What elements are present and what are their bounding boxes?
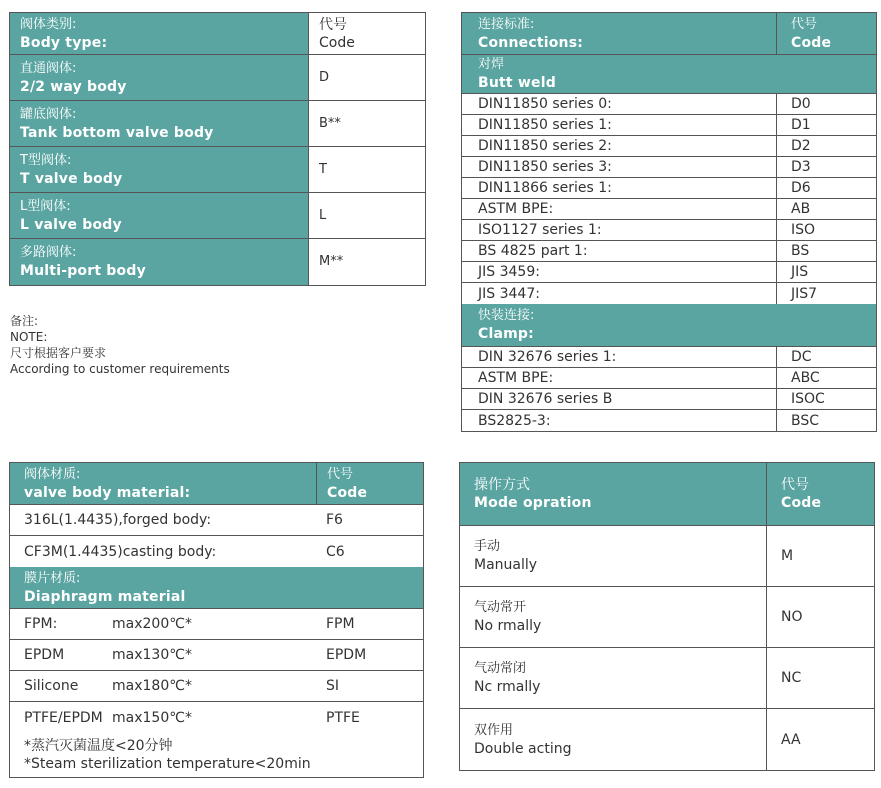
material-name: CF3M(1.4435)casting body: — [24, 543, 217, 560]
operation-mode — [460, 587, 766, 647]
body-type-code: T — [308, 147, 425, 192]
diaphragm-cn: 膜片材质: — [24, 570, 81, 586]
operation-header-en: Mode opration — [474, 495, 592, 511]
diaphragm-code: PTFE — [326, 709, 360, 726]
body-type-name-cn: 多路阀体: — [20, 245, 77, 260]
connection-name: DIN 32676 series 1: — [478, 349, 617, 365]
connections-table — [461, 12, 877, 432]
connection-name: ASTM BPE: — [478, 201, 554, 217]
connection-code: BSC — [776, 410, 876, 431]
operation-mode-cn: 双作用 — [474, 722, 514, 738]
operation-code-en: Code — [781, 495, 822, 511]
connection-code: D0 — [776, 94, 876, 114]
body-type-code: L — [308, 193, 425, 238]
note-block — [10, 313, 230, 377]
table-row — [10, 536, 423, 567]
table-row — [460, 709, 874, 770]
diaphragm-name: EPDM — [24, 647, 65, 663]
connection-name: DIN11850 series 3: — [478, 159, 612, 175]
body-type-header-cn: 阀体类别: — [20, 16, 77, 32]
operation-header — [460, 463, 766, 525]
diaphragm-temp: max150℃* — [112, 709, 192, 726]
table-row — [462, 368, 876, 389]
connection-code: D2 — [776, 136, 876, 156]
body-type-code: B** — [308, 101, 425, 146]
operation-header-row — [460, 463, 874, 526]
connection-name: JIS 3447: — [478, 285, 540, 302]
body-type-table — [9, 12, 426, 286]
connection-name: ASTM BPE: — [478, 370, 554, 386]
footnote-cn: *蒸汽灭菌温度<20分钟 — [24, 738, 173, 754]
clamp-cn: 快装连接: — [478, 308, 535, 323]
material-table — [9, 462, 424, 778]
body-type-header — [10, 13, 308, 54]
connections-header-cn: 连接标准: — [478, 16, 535, 32]
connection-name: BS 4825 part 1: — [478, 243, 588, 259]
diaphragm-code: SI — [326, 678, 340, 694]
material-name: 316L(1.4435),forged body: — [24, 512, 212, 528]
table-row — [10, 505, 423, 536]
connection-name: DIN11850 series 1: — [478, 117, 612, 133]
material-code-en: Code — [327, 484, 368, 501]
connection-name: JIS 3459: — [478, 264, 540, 280]
operation-mode-cn: 气动常开 — [474, 600, 527, 615]
diaphragm-temp: max180℃* — [112, 678, 192, 694]
butt-weld-en: Butt weld — [478, 75, 556, 91]
table-row — [10, 55, 425, 101]
note-label-cn: 备注: — [10, 314, 39, 328]
operation-code: NO — [766, 587, 874, 647]
table-row — [10, 239, 425, 285]
connection-code: AB — [776, 199, 876, 219]
diaphragm-code: EPDM — [326, 647, 367, 663]
operation-code-header — [766, 463, 874, 525]
footnote-en: *Steam sterilization temperature<20min — [24, 756, 311, 772]
connection-name: DIN11850 series 0: — [478, 96, 612, 112]
note-text-en: According to customer requirements — [10, 362, 230, 376]
table-row — [462, 389, 876, 410]
diaphragm-temp: max200℃* — [112, 616, 192, 632]
table-row — [462, 241, 876, 262]
connection-name: DIN 32676 series B — [478, 391, 613, 407]
connection-code: ISO — [776, 220, 876, 240]
connection-code: ABC — [776, 368, 876, 388]
connection-code: BS — [776, 241, 876, 261]
diaphragm-temp: max130℃* — [112, 647, 192, 663]
note-text-cn: 尺寸根据客户要求 — [10, 346, 107, 360]
operation-code: AA — [766, 709, 874, 770]
footnote — [10, 733, 321, 777]
connection-name: DIN11866 series 1: — [478, 180, 612, 196]
body-type-code-header — [308, 13, 425, 54]
table-row — [460, 648, 874, 709]
table-row — [10, 193, 425, 239]
table-row — [10, 101, 425, 147]
connections-header-en: Connections: — [478, 34, 584, 51]
table-row — [462, 157, 876, 178]
diaphragm-en: Diaphragm material — [24, 588, 186, 605]
diaphragm-item — [10, 609, 316, 639]
table-row — [10, 609, 423, 640]
table-row — [462, 347, 876, 368]
operation-mode-en: No rmally — [474, 618, 542, 634]
material-header-row — [10, 463, 423, 505]
operation-mode — [460, 648, 766, 708]
connection-code: JIS7 — [776, 283, 876, 304]
material-code: C6 — [326, 543, 345, 560]
body-type-name-cn: 罐底阀体: — [20, 106, 77, 122]
table-row — [460, 587, 874, 648]
operation-code-cn: 代号 — [781, 477, 809, 493]
body-type-name — [10, 101, 308, 146]
operation-mode-en: Nc rmally — [474, 679, 541, 695]
table-row — [462, 115, 876, 136]
table-row — [462, 199, 876, 220]
operation-mode-en: Manually — [474, 557, 538, 573]
operation-mode-cn: 气动常闭 — [474, 661, 527, 676]
operation-table — [459, 462, 875, 771]
diaphragm-label — [10, 567, 195, 608]
body-type-name-en: Tank bottom valve body — [20, 124, 214, 141]
connections-code-header — [776, 13, 876, 54]
clamp-section — [462, 304, 876, 347]
body-type-name — [10, 55, 308, 100]
clamp-label — [462, 304, 544, 346]
footnote-row — [10, 733, 423, 777]
material-header-en: valve body material: — [24, 484, 191, 501]
connection-code: D3 — [776, 157, 876, 177]
body-type-code-cn: 代号 — [319, 16, 347, 33]
table-row — [10, 640, 423, 671]
diaphragm-item — [10, 671, 316, 701]
body-type-name-en: 2/2 way body — [20, 78, 127, 95]
material-header-cn: 阀体材质: — [24, 466, 81, 482]
material-header — [10, 463, 316, 504]
body-type-name — [10, 193, 308, 238]
connection-name: DIN11850 series 2: — [478, 138, 612, 154]
connection-code: DC — [776, 347, 876, 367]
operation-code: M — [766, 526, 874, 586]
connections-code-en: Code — [791, 34, 832, 51]
note-label-en: NOTE: — [10, 330, 48, 344]
connection-code: D6 — [776, 178, 876, 198]
body-type-code: D — [308, 55, 425, 100]
table-row — [462, 220, 876, 241]
diaphragm-name: PTFE/EPDM — [24, 709, 103, 726]
table-row — [462, 178, 876, 199]
table-row — [462, 136, 876, 157]
body-type-name-cn: L型阀体: — [20, 198, 71, 214]
body-type-name-en: L valve body — [20, 216, 122, 233]
operation-header-cn: 操作方式 — [474, 477, 530, 493]
body-type-header-en: Body type: — [20, 34, 108, 51]
body-type-name-en: T valve body — [20, 170, 123, 187]
body-type-code-en: Code — [319, 34, 355, 51]
table-row — [460, 526, 874, 587]
body-type-name-cn: T型阀体: — [20, 152, 72, 168]
diaphragm-section — [10, 567, 423, 609]
body-type-name-cn: 直通阀体: — [20, 60, 77, 76]
body-type-name — [10, 147, 308, 192]
butt-weld-label — [462, 55, 566, 93]
connection-name: ISO1127 series 1: — [478, 222, 602, 238]
diaphragm-item — [10, 702, 316, 733]
operation-mode-cn: 手动 — [474, 539, 501, 554]
body-type-name — [10, 239, 308, 285]
body-type-header-row — [10, 13, 425, 55]
table-row — [462, 262, 876, 283]
butt-weld-section — [462, 55, 876, 94]
table-row — [462, 94, 876, 115]
body-type-code: M** — [308, 239, 425, 285]
diaphragm-name: FPM: — [24, 616, 58, 632]
operation-mode-en: Double acting — [474, 740, 572, 757]
table-row — [10, 671, 423, 702]
connections-header — [462, 13, 776, 54]
material-code: F6 — [326, 512, 343, 528]
connections-header-row — [462, 13, 876, 55]
material-code-header — [316, 463, 423, 504]
table-row — [10, 702, 423, 733]
diaphragm-name: Silicone — [24, 678, 79, 694]
diaphragm-code: FPM — [326, 616, 355, 632]
table-row — [462, 410, 876, 431]
operation-mode — [460, 526, 766, 586]
clamp-en: Clamp: — [478, 326, 534, 342]
connection-code: ISOC — [776, 389, 876, 409]
material-code-cn: 代号 — [327, 466, 354, 482]
connection-name: BS2825-3: — [478, 412, 551, 429]
diaphragm-item — [10, 640, 316, 670]
operation-mode — [460, 709, 766, 770]
connection-code: JIS — [776, 262, 876, 282]
connection-code: D1 — [776, 115, 876, 135]
operation-code: NC — [766, 648, 874, 708]
butt-weld-cn: 对焊 — [478, 57, 505, 72]
connections-code-cn: 代号 — [791, 16, 818, 32]
body-type-name-en: Multi-port body — [20, 263, 146, 279]
table-row — [10, 147, 425, 193]
table-row — [462, 283, 876, 304]
